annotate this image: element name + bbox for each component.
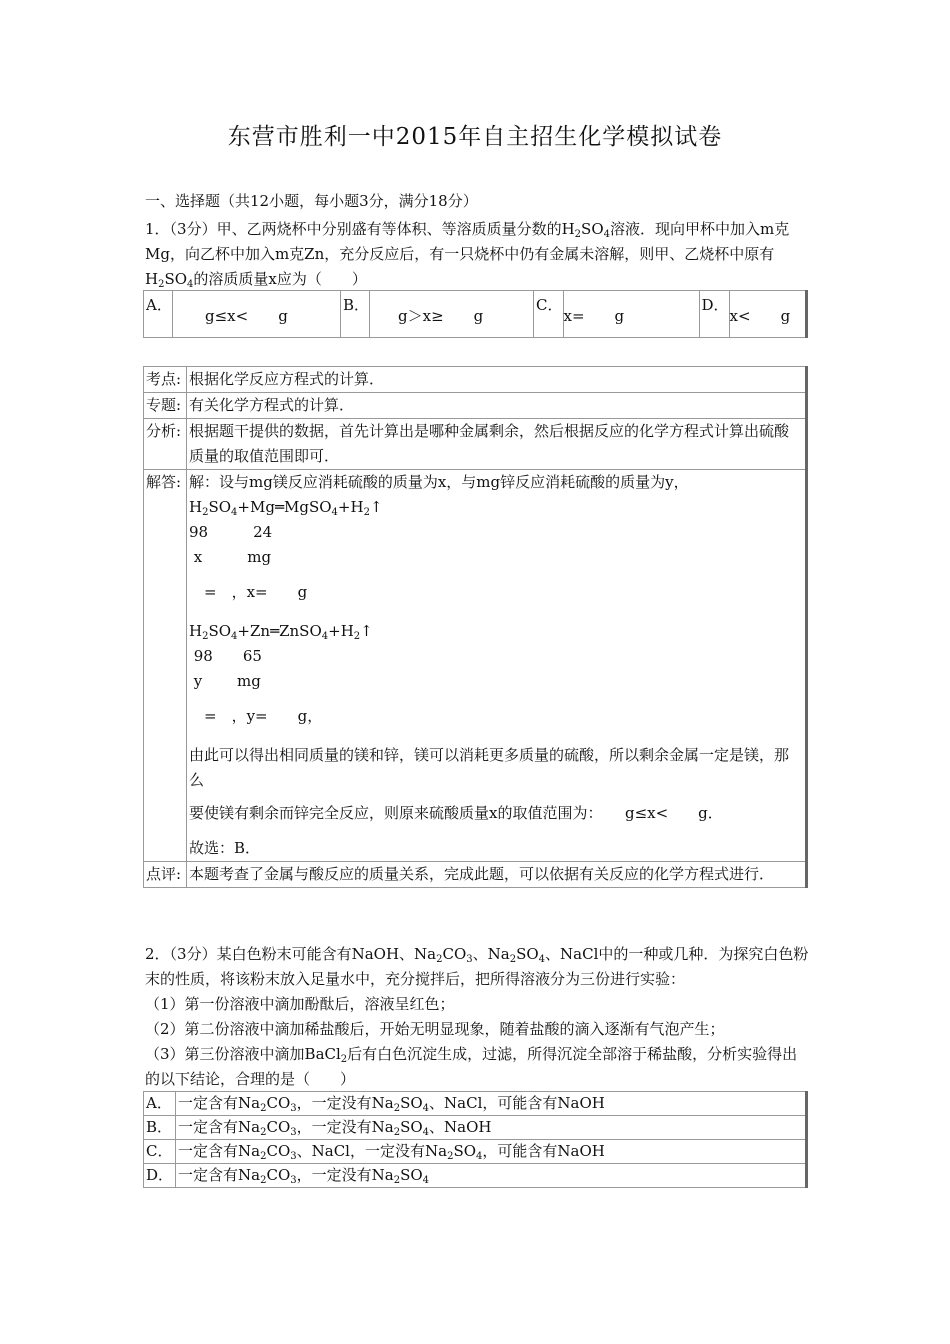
subscript: 4 xyxy=(476,1151,483,1162)
opt-part: ，一定没有Na xyxy=(296,1094,394,1112)
q1-text-part: 的溶质质量x应为（ ） xyxy=(193,270,367,288)
fenxi-label: 分析: xyxy=(144,419,187,470)
q2-text-part: 、Na xyxy=(472,945,510,963)
option-d-value[interactable]: x< g xyxy=(729,291,806,338)
opt-part: 一定含有Na xyxy=(178,1118,261,1136)
option-text[interactable] xyxy=(176,1164,807,1188)
question-2-text xyxy=(145,942,810,1092)
q2-text-part: 2．（3分）某白色粉末可能含有NaOH、Na xyxy=(145,945,437,963)
opt-part: ，可能含有NaOH xyxy=(482,1142,605,1160)
eq-part: ↑ xyxy=(369,498,383,516)
subscript: 2 xyxy=(393,1175,401,1186)
opt-part: ，一定没有Na xyxy=(296,1118,394,1136)
subscript: 3 xyxy=(290,1127,297,1138)
subscript: 4 xyxy=(321,631,329,642)
dianping-value: 本题考查了金属与酸反应的质量关系，完成此题，可以依据有关反应的化学方程式进行． xyxy=(187,862,807,888)
jieda-label: 解答: xyxy=(144,470,187,862)
q1-text-part: 溶液．现向甲杯中加入m克Mg，向乙杯中加入m克Zn，充分反应后，有一只烧杯中仍有金属未溶解，则甲、乙烧杯中原有H xyxy=(145,220,790,288)
subscript: 2 xyxy=(393,1127,401,1138)
solution-line: 要使镁有剩余而锌完全反应，则原来硫酸质量x的取值范围为： g≤x< g． xyxy=(189,804,723,822)
subscript: 4 xyxy=(187,279,194,290)
subscript: 3 xyxy=(290,1151,297,1162)
q2-text-part: （3）第三份溶液中滴加BaCl xyxy=(145,1045,341,1063)
option-c-value[interactable]: x= g xyxy=(563,291,699,338)
subscript: 2 xyxy=(260,1127,267,1138)
opt-part: ，一定没有Na xyxy=(296,1166,394,1184)
q2-text-part: 、NaCl中的一种或几种．为探究白色粉末的性质，将该粉末放入足量水中，充分搅拌后，把所得溶液分为三份进行实验： xyxy=(145,945,809,988)
subscript: 3 xyxy=(290,1175,297,1186)
jieda-value xyxy=(187,470,807,862)
eq-part: +Zn═ZnSO xyxy=(237,622,322,640)
q1-text-part: SO xyxy=(164,270,188,288)
opt-part: SO xyxy=(453,1142,477,1160)
opt-part: CO xyxy=(266,1094,291,1112)
option-a-value[interactable]: g≤x< g xyxy=(173,291,341,338)
subscript: 2 xyxy=(260,1175,267,1186)
ratio-row: 98 65 xyxy=(189,647,262,665)
kaodian-value: 根据化学反应方程式的计算． xyxy=(187,367,807,393)
opt-part: 一定含有Na xyxy=(178,1142,261,1160)
subscript: 4 xyxy=(331,507,338,518)
opt-part: 、NaCl，可能含有NaOH xyxy=(429,1094,605,1112)
opt-part: SO xyxy=(400,1166,423,1184)
subscript: 4 xyxy=(603,229,610,240)
ratio-row: = ，y= g， xyxy=(189,707,323,725)
subscript: 3 xyxy=(290,1103,297,1114)
eq-part: H xyxy=(189,498,203,516)
subscript: 4 xyxy=(231,631,238,642)
subscript: 2 xyxy=(260,1103,267,1114)
option-d-row[interactable] xyxy=(144,1164,807,1188)
subscript: 4 xyxy=(422,1103,430,1114)
ratio-row: 98 24 xyxy=(189,523,273,541)
answer-analysis-table xyxy=(143,366,808,888)
option-c-row[interactable] xyxy=(144,1140,807,1164)
q2-step-2: （2）第二份溶液中滴加稀盐酸后，开始无明显现象，随着盐酸的滴入逐渐有气泡产生； xyxy=(145,1020,725,1038)
q2-step-1: （1）第一份溶液中滴加酚酞后，溶液呈红色； xyxy=(145,995,455,1013)
option-label[interactable]: A． xyxy=(144,1092,176,1116)
q2-stem xyxy=(145,942,810,992)
option-d-label[interactable]: D． xyxy=(699,291,729,338)
option-text[interactable] xyxy=(176,1092,807,1116)
subscript: 2 xyxy=(509,954,517,965)
opt-part: 一定含有Na xyxy=(178,1166,261,1184)
q1-text-part: 1．（3分）甲、乙两烧杯中分别盛有等体积、等溶质质量分数的H xyxy=(145,220,575,238)
eq-part: +H xyxy=(337,498,364,516)
option-label[interactable]: B． xyxy=(144,1116,176,1140)
subscript: 2 xyxy=(202,631,209,642)
subscript: 2 xyxy=(353,631,361,642)
fenxi-value: 根据题干提供的数据，首先计算出是哪种金属剩余，然后根据反应的化学方程式计算出硫酸质量的取值范围即可． xyxy=(187,419,807,470)
ratio-row: = ，x= g xyxy=(189,583,308,601)
subscript: 4 xyxy=(538,954,546,965)
subscript: 4 xyxy=(231,507,238,518)
subscript: 2 xyxy=(447,1151,454,1162)
equation-2 xyxy=(189,619,803,644)
opt-part: SO xyxy=(400,1118,423,1136)
eq-part: SO xyxy=(208,622,232,640)
option-label[interactable]: D． xyxy=(144,1164,176,1188)
option-c-label[interactable]: C． xyxy=(534,291,563,338)
option-a-label[interactable]: A． xyxy=(144,291,173,338)
subscript: 2 xyxy=(340,1054,348,1065)
eq-part: H xyxy=(189,622,203,640)
opt-part: SO xyxy=(400,1094,423,1112)
opt-part: CO xyxy=(266,1118,291,1136)
subscript: 2 xyxy=(363,507,370,518)
opt-part: CO xyxy=(266,1142,291,1160)
eq-part: SO xyxy=(208,498,232,516)
q2-step-3 xyxy=(145,1042,810,1092)
opt-part: 、NaCl，一定没有Na xyxy=(296,1142,448,1160)
dianping-label: 点评: xyxy=(144,862,187,888)
subscript: 2 xyxy=(574,229,582,240)
zhuanti-label: 专题: xyxy=(144,393,187,419)
eq-part: +H xyxy=(328,622,354,640)
subscript: 4 xyxy=(422,1175,430,1186)
subscript: 2 xyxy=(260,1151,267,1162)
page-title: 东营市胜利一中2015年自主招生化学模拟试卷 xyxy=(227,124,723,150)
option-b-label[interactable]: B． xyxy=(341,291,370,338)
subscript: 4 xyxy=(422,1127,430,1138)
kaodian-label: 考点: xyxy=(144,367,187,393)
subscript: 3 xyxy=(466,954,473,965)
q2-text-part: SO xyxy=(516,945,539,963)
opt-part: 一定含有Na xyxy=(178,1094,261,1112)
eq-part: ↑ xyxy=(360,622,373,640)
section-heading: 一、选择题（共12小题，每小题3分，满分18分） xyxy=(145,192,478,210)
solution-line: 故选：B． xyxy=(189,839,261,857)
opt-part: CO xyxy=(266,1166,291,1184)
option-label[interactable]: C． xyxy=(144,1140,176,1164)
ratio-row: x mg xyxy=(189,548,272,566)
subscript: 2 xyxy=(393,1103,401,1114)
ratio-row: y mg xyxy=(189,672,261,690)
subscript: 2 xyxy=(436,954,443,965)
q2-text-part: CO xyxy=(442,945,467,963)
option-b-row[interactable] xyxy=(144,1116,807,1140)
question-1-options xyxy=(143,290,808,338)
option-b-value[interactable]: g＞x≥ g xyxy=(370,291,534,338)
option-a-row[interactable] xyxy=(144,1092,807,1116)
option-text[interactable] xyxy=(176,1116,807,1140)
opt-part: 、NaOH xyxy=(429,1118,492,1136)
question-2-options xyxy=(143,1091,808,1188)
question-1-text xyxy=(145,217,810,292)
equation-1 xyxy=(189,495,803,520)
q2-text-part: 后有白色沉淀生成，过滤，所得沉淀全部溶于稀盐酸，分析实验得出的以下结论，合理的是（ ） xyxy=(145,1045,798,1088)
subscript: 2 xyxy=(202,507,209,518)
subscript: 2 xyxy=(158,279,165,290)
solution-line: 解：设与mg镁反应消耗硫酸的质量为x，与mg锌反应消耗硫酸的质量为y， xyxy=(189,473,689,491)
eq-part: +Mg═MgSO xyxy=(237,498,332,516)
zhuanti-value: 有关化学方程式的计算． xyxy=(187,393,807,419)
q1-text-part: SO xyxy=(581,220,604,238)
option-text[interactable] xyxy=(176,1140,807,1164)
solution-line: 由此可以得出相同质量的镁和锌，镁可以消耗更多质量的硫酸，所以剩余金属一定是镁，那么 xyxy=(189,746,790,789)
